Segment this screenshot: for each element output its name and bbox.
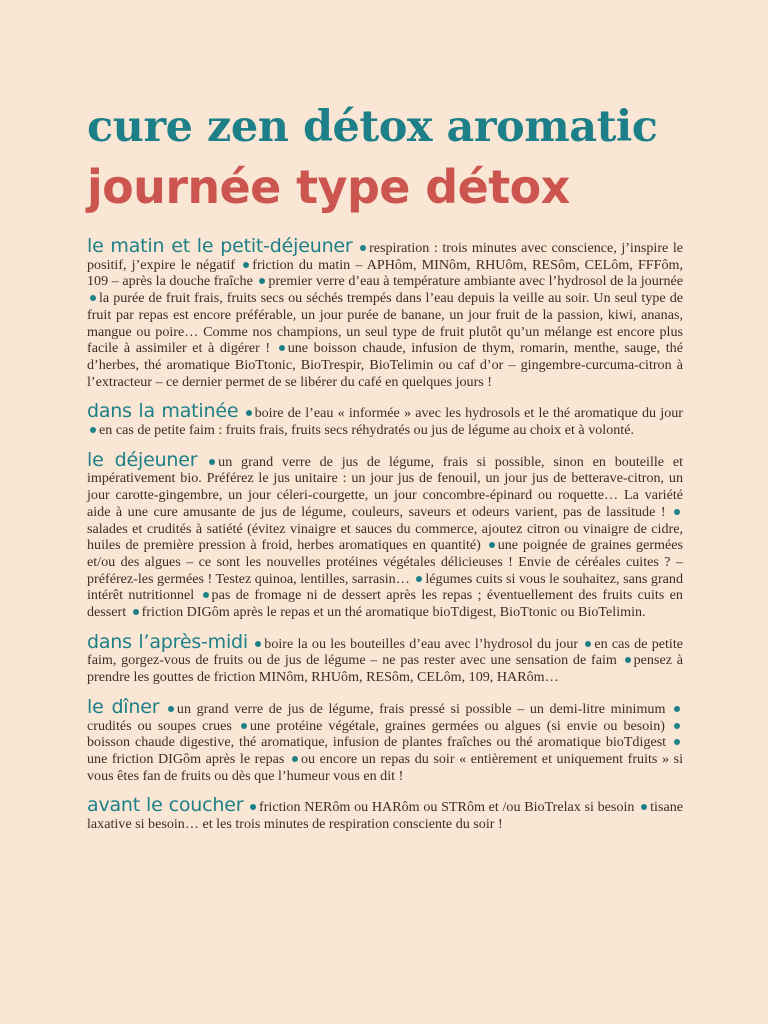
bullet-icon xyxy=(674,509,680,515)
section-item: premier verre d’eau à température ambiante avec l’hydrosol de la journée xyxy=(268,273,683,290)
section-heading: le dîner xyxy=(87,695,160,718)
section-heading: le déjeuner xyxy=(87,448,198,471)
bullet-icon xyxy=(90,427,96,433)
bullet-icon xyxy=(241,723,247,729)
section-item: boire la ou les bouteilles d’eau avec l’hydrosol du jour xyxy=(264,635,579,652)
section-coucher xyxy=(87,794,684,833)
bullet-icon xyxy=(279,345,285,351)
bullet-icon xyxy=(674,706,680,712)
bullet-icon xyxy=(246,410,252,416)
bullet-icon xyxy=(360,245,366,251)
section-item: pensez à prendre les gouttes de friction MINôm, RHUôm, RESôm, CELôm, 109, HARôm… xyxy=(87,652,683,686)
section-item: friction NERôm ou HARôm ou STRôm et /ou BioTrelax si besoin xyxy=(259,799,635,816)
section-item: friction DIGôm après le repas et un thé aromatique bioTdigest, BioTtonic ou BioTelimin. xyxy=(141,604,646,621)
section-dejeuner xyxy=(87,448,683,621)
section-item: la purée de fruit frais, fruits secs ou séchés trempés dans l’eau depuis la veille au soir. Un seul type de fruit par repas est encore préférable, un jour purée de banane, un jour fruit de la passion, kiwi, ananas, mangue ou poire… Comme nos champions, un seul type de fruit plutôt qu’un mélange est encore plus facile à assimiler et à digérer ! xyxy=(87,290,683,357)
bullet-icon xyxy=(209,459,215,465)
section-matin xyxy=(87,235,683,390)
bullet-icon xyxy=(90,295,96,301)
page xyxy=(87,100,683,846)
section-item: un grand verre de jus de légume, frais pressé si possible – un demi-litre minimum xyxy=(176,700,666,717)
section-item: une friction DIGôm après le repas xyxy=(87,750,285,767)
bullet-icon xyxy=(416,576,422,582)
section-item: salades et crudités à satiété (évitez vinaigre et sauces du commerce, ajoutez citron ou vinaigre de cidre, huiles de première pression à froid, herbes aromatiques en quantité) xyxy=(87,520,683,554)
section-item: crudités ou soupes crues xyxy=(87,717,232,734)
sections xyxy=(87,235,684,833)
section-apres-midi xyxy=(87,630,684,686)
section-heading: dans la matinée xyxy=(87,400,239,423)
bullet-icon xyxy=(489,542,495,548)
section-item: en cas de petite faim : fruits frais, fruits secs réhydratés ou jus de légume au choix et à volonté. xyxy=(99,422,634,439)
bullet-icon xyxy=(168,706,174,712)
section-item: friction du matin – APHôm, MINôm, RHUôm, RESôm, CELôm, FFFôm, 109 – après la douche fraîche xyxy=(87,256,683,290)
section-item: en cas de petite faim, gorgez-vous de fruits ou de jus de légume – ne pas rester avec une sensation de faim xyxy=(87,635,684,669)
bullet-icon xyxy=(250,804,256,810)
section-item: respiration : trois minutes avec conscience, j’inspire le positif, j’expire le négatif xyxy=(87,240,683,273)
bullet-icon xyxy=(625,657,631,663)
section-item: légumes cuits si vous le souhaitez, sans grand intérêt nutritionnel xyxy=(87,570,683,604)
bullet-icon xyxy=(674,723,680,729)
bullet-icon xyxy=(203,592,209,598)
bullet-icon xyxy=(674,739,680,745)
bullet-icon xyxy=(243,262,249,268)
section-item: un grand verre de jus de légume, frais si possible, sinon en bouteille et impérativement bio. Préférez le jus unitaire : un jour jus de fenouil, un jour jus de betterave-citron, un jour carotte-gingembre, un jour céleri-courgette, un jour concombre-épinard ou roquette… La variété aide à une cure amusante de jus de légume, couleurs, saveurs et odeurs varient, pas de lassitude ! xyxy=(87,453,683,520)
bullet-icon xyxy=(255,641,261,647)
bullet-icon xyxy=(259,278,265,284)
section-item: boire de l’eau « informée » avec les hydrosols et le thé aromatique du jour xyxy=(254,405,683,422)
bullet-icon xyxy=(133,609,139,615)
section-item: une protéine végétale, graines germées ou algues (si envie ou besoin) xyxy=(249,717,665,734)
section-diner xyxy=(87,695,683,785)
section-item: une boisson chaude, infusion de thym, romarin, menthe, sauge, thé d’herbes, thé aromatique BioTtonic, BioTrespir, BioTelimin ou caf d’or – gingembre-curcuma-citron à l’extracteur – ce dernier permet de se libérer du café en quelques jours ! xyxy=(87,340,683,390)
section-matinee xyxy=(87,400,683,439)
section-item: tisane laxative si besoin… et les trois minutes de respiration consciente du soir ! xyxy=(87,799,684,833)
section-heading: le matin et le petit-déjeuner xyxy=(87,235,353,257)
section-item: pas de fromage ni de dessert après les repas ; éventuellement des fruits cuits en dessert xyxy=(87,587,683,621)
page-subtitle: journée type détox xyxy=(87,160,570,214)
bullet-icon xyxy=(292,756,298,762)
bullet-icon xyxy=(641,804,647,810)
section-heading: avant le coucher xyxy=(87,794,244,817)
section-item: boisson chaude digestive, thé aromatique, infusion de plantes fraîches ou thé aromatique bioTdigest xyxy=(87,734,667,751)
section-heading: dans l’après-midi xyxy=(87,630,249,653)
page-title: cure zen détox aromatic xyxy=(87,102,658,152)
section-item: ou encore un repas du soir « entièrement et uniquement fruits » si vous êtes fan de fruits ou dès que l’humeur vous en dit ! xyxy=(87,750,683,784)
section-item: une poignée de graines germées et/ou des algues – ce sont les nouvelles protéines végétales délicieuses ! Envie de céréales cuites ? – préférez-les germées ! Testez quinoa, lentilles, sarrasin… xyxy=(87,537,683,587)
bullet-icon xyxy=(585,641,591,647)
